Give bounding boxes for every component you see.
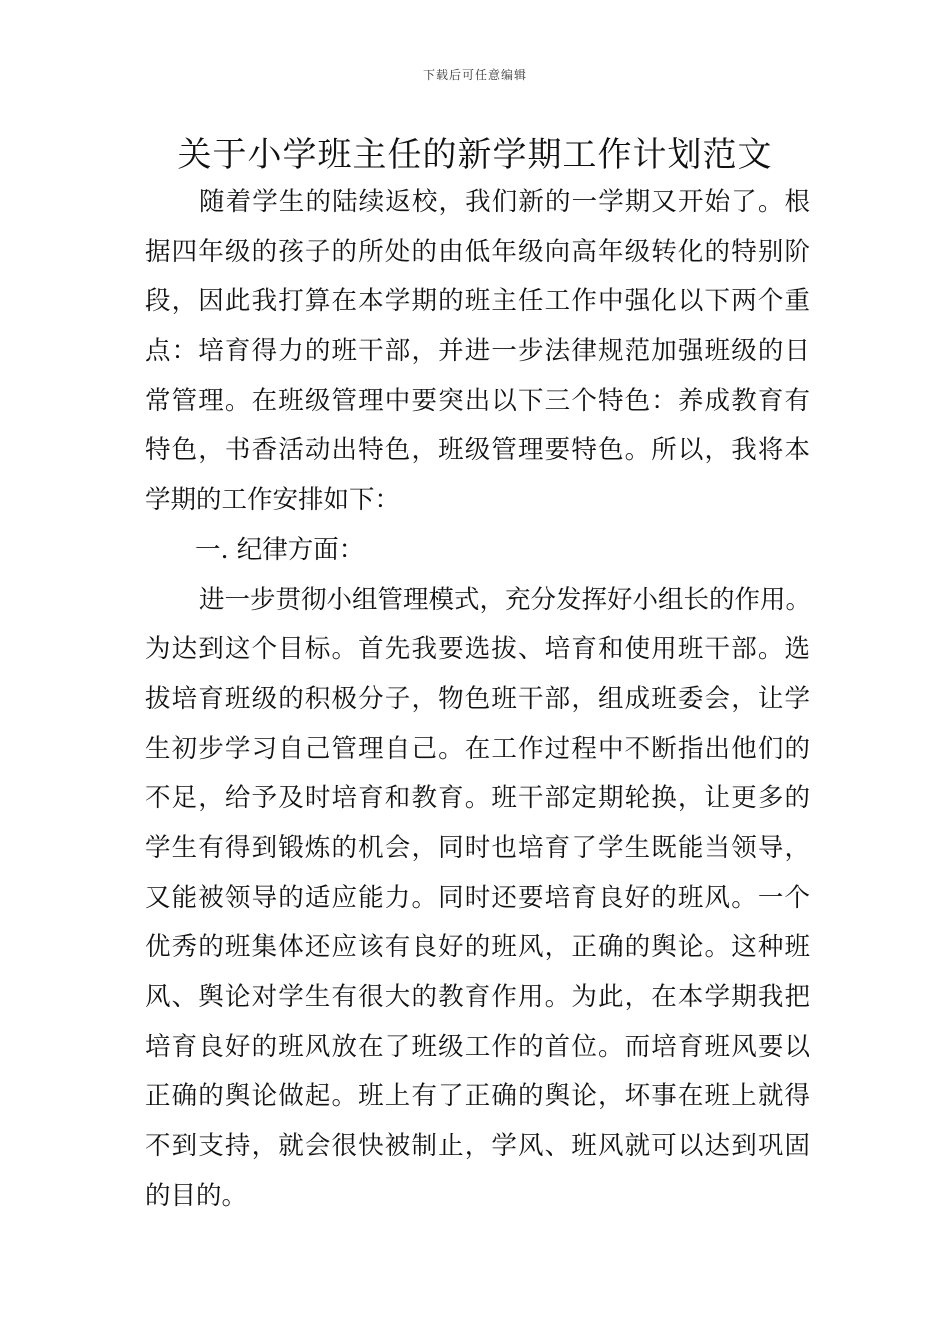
text-line: 生初步学习自己管理自己。在工作过程中不断指出他们的 xyxy=(145,733,810,764)
text-line: 学生有得到锻炼的机会，同时也培育了学生既能当领导， xyxy=(145,832,810,863)
text-line: 拔培育班级的积极分子，物色班干部，组成班委会，让学 xyxy=(145,683,810,714)
text-line: 段，因此我打算在本学期的班主任工作中强化以下两个重 xyxy=(145,286,810,317)
header-note: 下载后可任意编辑 xyxy=(422,68,527,82)
text-line: 不到支持，就会很快被制止，学风、班风就可以达到巩固 xyxy=(145,1131,810,1162)
text-line: 培育良好的班风放在了班级工作的首位。而培育班风要以 xyxy=(145,1031,810,1062)
text-line: 学期的工作安排如下： xyxy=(145,485,401,516)
text-line: 常管理。在班级管理中要突出以下三个特色：养成教育有 xyxy=(145,385,810,416)
document-title: 关于小学班主任的新学期工作计划范文 xyxy=(177,135,773,175)
paragraph-intro xyxy=(145,178,810,526)
text-line: 随着学生的陆续返校，我们新的一学期又开始了。根 xyxy=(199,187,810,217)
text-line: 特色，书香活动出特色，班级管理要特色。所以，我将本 xyxy=(145,435,810,466)
text-line: 为达到这个目标。首先我要选拔、培育和使用班干部。选 xyxy=(145,634,810,665)
text-line: 风、舆论对学生有很大的教育作用。为此，在本学期我把 xyxy=(145,982,810,1012)
text-line: 点：培育得力的班干部，并进一步法律规范加强班级的日 xyxy=(145,336,810,367)
text-line: 优秀的班集体还应该有良好的班风，正确的舆论。这种班 xyxy=(145,932,810,963)
paragraph-discipline xyxy=(145,576,810,1222)
text-line: 又能被领导的适应能力。同时还要培育良好的班风。一个 xyxy=(145,882,810,913)
document-body xyxy=(145,178,810,1221)
text-line: 进一步贯彻小组管理模式，充分发挥好小组长的作用。 xyxy=(199,584,812,615)
text-line: 正确的舆论做起。班上有了正确的舆论，坏事在班上就得 xyxy=(145,1081,810,1112)
text-line: 的目的。 xyxy=(145,1180,248,1211)
section-heading-discipline: 一. 纪律方面： xyxy=(195,534,365,565)
text-line: 不足，给予及时培育和教育。班干部定期轮换，让更多的 xyxy=(145,783,810,814)
text-line: 据四年级的孩子的所处的由低年级向高年级转化的特别阶 xyxy=(145,236,810,267)
